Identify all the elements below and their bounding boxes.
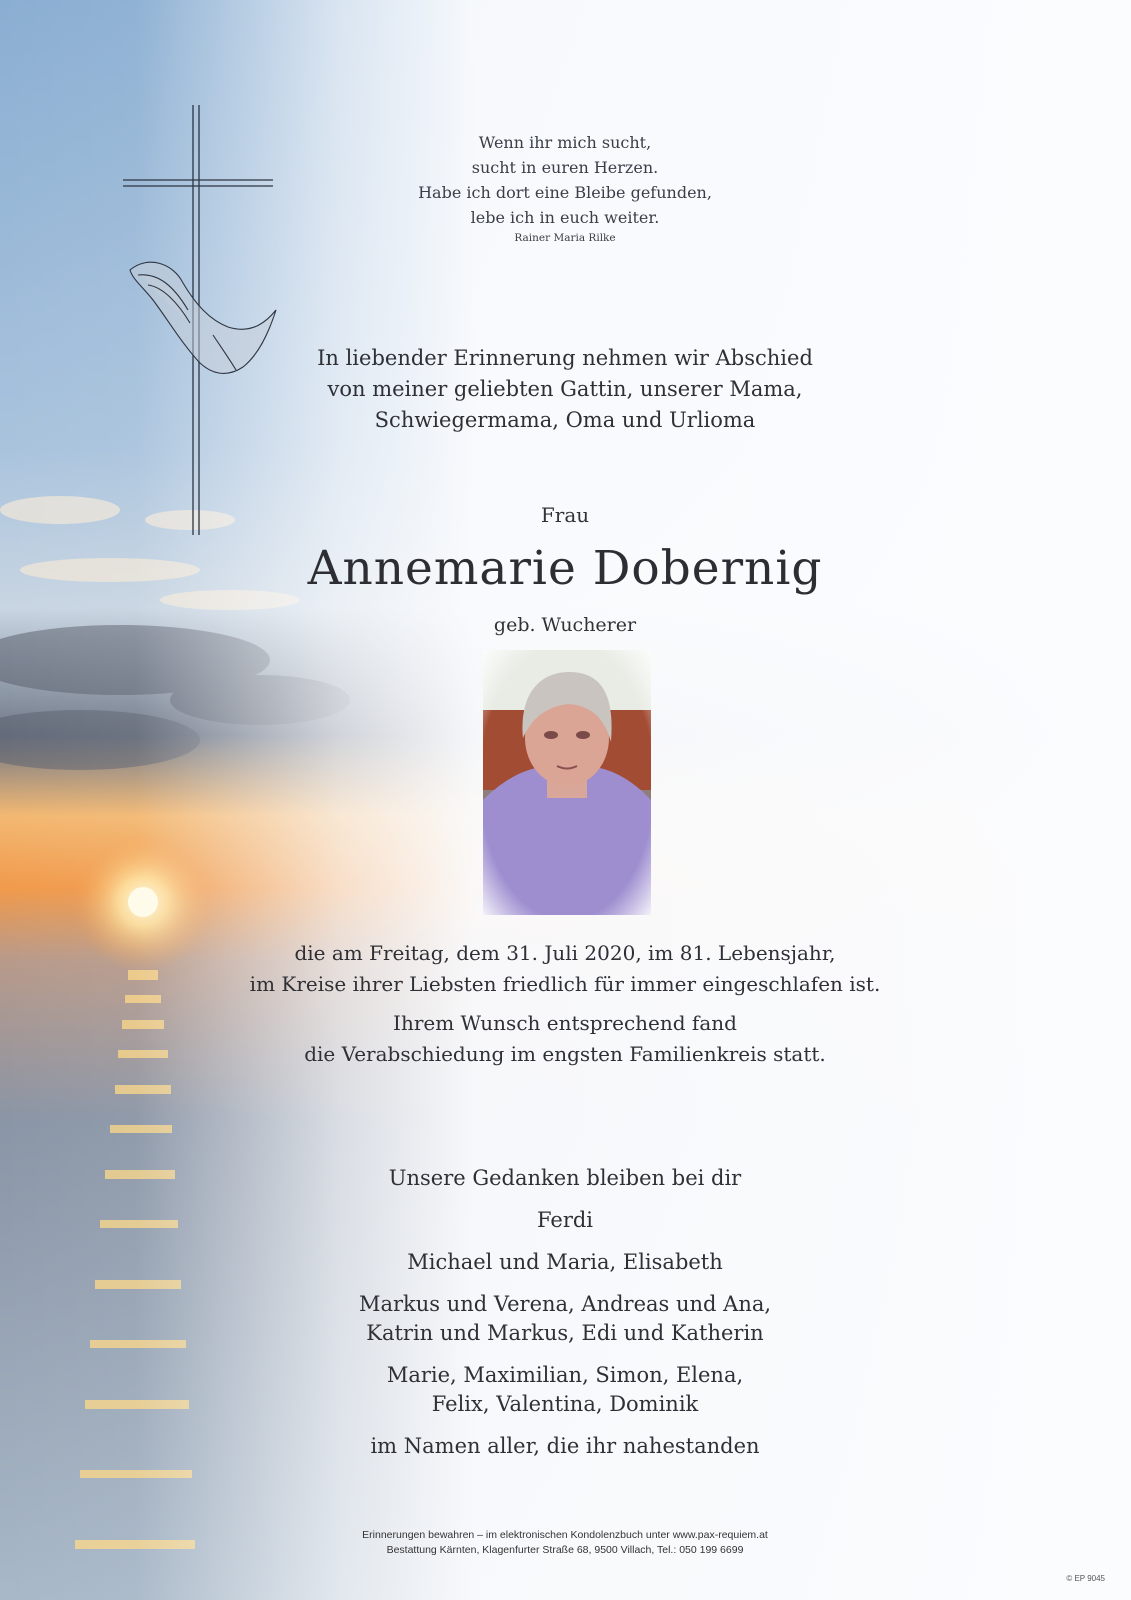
intro-line: Schwiegermama, Oma und Urlioma	[374, 408, 756, 432]
intro-line: In liebender Erinnerung nehmen wir Abschied	[317, 346, 813, 370]
intro-line: von meiner geliebten Gattin, unserer Mama,	[327, 377, 803, 401]
signature-opening: Unsere Gedanken bleiben bei dir	[388, 1166, 742, 1190]
deceased-name: Annemarie Dobernig	[307, 541, 823, 596]
farewell-intro	[230, 343, 900, 436]
poem-line: Wenn ihr mich sucht,	[478, 133, 652, 152]
footer	[280, 1528, 850, 1558]
print-code: © EP 9045	[1066, 1574, 1105, 1583]
farewell-line: Ihrem Wunsch entsprechend fand	[393, 1011, 737, 1035]
signature-line: Katrin und Markus, Edi und Katherin	[366, 1321, 764, 1345]
portrait-photo	[483, 650, 651, 915]
poem	[230, 130, 900, 246]
honorific: Frau	[540, 503, 590, 527]
poem-line: sucht in euren Herzen.	[471, 158, 659, 177]
footer-line: Bestattung Kärnten, Klagenfurter Straße 68, 9500 Villach, Tel.: 050 199 6699	[386, 1544, 744, 1556]
poem-line: lebe ich in euch weiter.	[470, 208, 660, 227]
signature-line: Felix, Valentina, Dominik	[431, 1392, 699, 1416]
signature-great-grandchildren	[230, 1361, 900, 1419]
signature-spouse: Ferdi	[536, 1208, 594, 1232]
poem-line: Habe ich dort eine Bleibe gefunden,	[418, 183, 712, 202]
mourners-list	[230, 1164, 900, 1474]
death-line: im Kreise ihrer Liebsten friedlich für immer eingeschlafen ist.	[249, 972, 881, 996]
footer-line: Erinnerungen bewahren – im elektronischen Kondolenzbuch unter www.pax-requiem.at	[362, 1529, 768, 1541]
death-notice	[230, 938, 900, 1070]
farewell-line: die Verabschiedung im engsten Familienkreis statt.	[304, 1042, 826, 1066]
signature-children: Michael und Maria, Elisabeth	[407, 1250, 723, 1274]
poem-author: Rainer Maria Rilke	[514, 232, 616, 244]
signature-grandchildren	[230, 1290, 900, 1348]
death-line: die am Freitag, dem 31. Juli 2020, im 81. Lebensjahr,	[294, 941, 836, 965]
signature-line: Markus und Verena, Andreas und Ana,	[358, 1292, 772, 1316]
signature-line: Marie, Maximilian, Simon, Elena,	[386, 1363, 744, 1387]
signature-closing: im Namen aller, die ihr nahestanden	[370, 1434, 760, 1458]
maiden-name: geb. Wucherer	[493, 614, 637, 636]
